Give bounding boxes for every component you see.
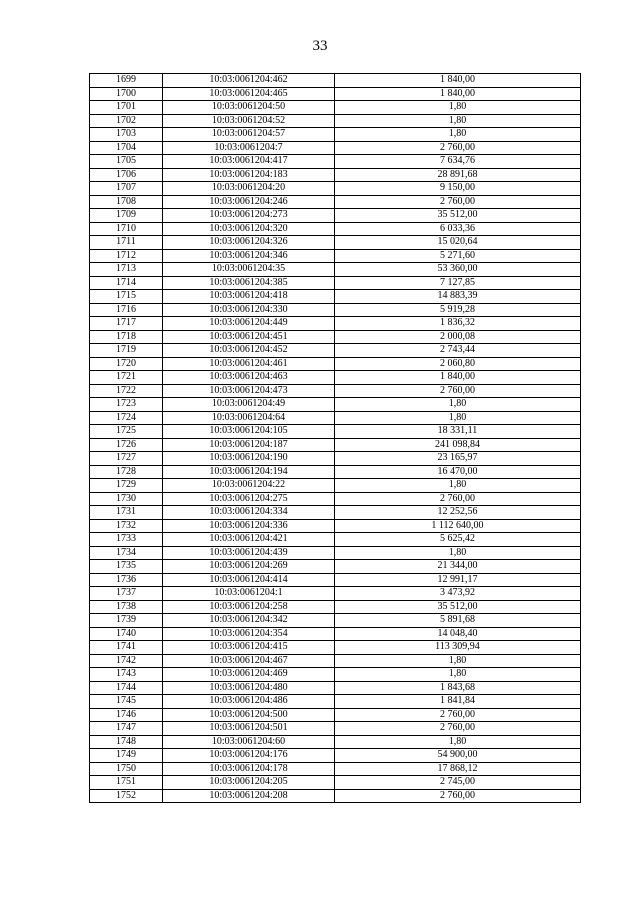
page-number: 33 xyxy=(312,38,328,54)
row-number-cell: 1734 xyxy=(90,546,163,560)
value-cell: 1 840,00 xyxy=(335,371,581,385)
table-row xyxy=(90,236,581,250)
value-cell: 1 112 640,00 xyxy=(335,519,581,533)
row-number-cell: 1712 xyxy=(90,249,163,263)
value-cell: 241 098,84 xyxy=(335,438,581,452)
cadastral-number-cell: 10:03:0061204:418 xyxy=(163,290,335,304)
value-cell: 1 843,68 xyxy=(335,681,581,695)
value-cell: 35 512,00 xyxy=(335,600,581,614)
row-number-cell: 1703 xyxy=(90,128,163,142)
table-row xyxy=(90,290,581,304)
cadastral-number-cell: 10:03:0061204:334 xyxy=(163,506,335,520)
table-row xyxy=(90,249,581,263)
value-cell: 1,80 xyxy=(335,398,581,412)
cadastral-number-cell: 10:03:0061204:452 xyxy=(163,344,335,358)
value-cell: 2 760,00 xyxy=(335,708,581,722)
value-cell: 1 840,00 xyxy=(335,87,581,101)
value-cell: 1,80 xyxy=(335,668,581,682)
value-cell: 1 841,84 xyxy=(335,695,581,709)
cadastral-number-cell: 10:03:0061204:336 xyxy=(163,519,335,533)
table-row xyxy=(90,587,581,601)
row-number-cell: 1743 xyxy=(90,668,163,682)
table-row xyxy=(90,546,581,560)
table-body xyxy=(90,74,581,803)
table-row xyxy=(90,573,581,587)
table-row xyxy=(90,330,581,344)
cadastral-number-cell: 10:03:0061204:326 xyxy=(163,236,335,250)
cadastral-number-cell: 10:03:0061204:275 xyxy=(163,492,335,506)
value-cell: 28 891,68 xyxy=(335,168,581,182)
row-number-cell: 1744 xyxy=(90,681,163,695)
cadastral-number-cell: 10:03:0061204:20 xyxy=(163,182,335,196)
row-number-cell: 1733 xyxy=(90,533,163,547)
row-number-cell: 1701 xyxy=(90,101,163,115)
row-number-cell: 1735 xyxy=(90,560,163,574)
table-row xyxy=(90,222,581,236)
value-cell: 5 891,68 xyxy=(335,614,581,628)
value-cell: 7 127,85 xyxy=(335,276,581,290)
cadastral-number-cell: 10:03:0061204:354 xyxy=(163,627,335,641)
row-number-cell: 1736 xyxy=(90,573,163,587)
cadastral-number-cell: 10:03:0061204:49 xyxy=(163,398,335,412)
row-number-cell: 1725 xyxy=(90,425,163,439)
table-row xyxy=(90,155,581,169)
row-number-cell: 1714 xyxy=(90,276,163,290)
cadastral-number-cell: 10:03:0061204:205 xyxy=(163,776,335,790)
cadastral-number-cell: 10:03:0061204:414 xyxy=(163,573,335,587)
table-row xyxy=(90,411,581,425)
table-row xyxy=(90,276,581,290)
row-number-cell: 1737 xyxy=(90,587,163,601)
value-cell: 6 033,36 xyxy=(335,222,581,236)
row-number-cell: 1751 xyxy=(90,776,163,790)
cadastral-number-cell: 10:03:0061204:208 xyxy=(163,789,335,803)
value-cell: 2 745,00 xyxy=(335,776,581,790)
value-cell: 113 309,94 xyxy=(335,641,581,655)
cadastral-number-cell: 10:03:0061204:451 xyxy=(163,330,335,344)
table-row xyxy=(90,519,581,533)
table-row xyxy=(90,492,581,506)
table-row xyxy=(90,209,581,223)
cadastral-number-cell: 10:03:0061204:463 xyxy=(163,371,335,385)
table-row xyxy=(90,533,581,547)
row-number-cell: 1731 xyxy=(90,506,163,520)
value-cell: 14 048,40 xyxy=(335,627,581,641)
table-row xyxy=(90,263,581,277)
cadastral-number-cell: 10:03:0061204:486 xyxy=(163,695,335,709)
value-cell: 3 473,92 xyxy=(335,587,581,601)
row-number-cell: 1722 xyxy=(90,384,163,398)
cadastral-number-cell: 10:03:0061204:176 xyxy=(163,749,335,763)
table-row xyxy=(90,654,581,668)
table-row xyxy=(90,789,581,803)
cadastral-number-cell: 10:03:0061204:342 xyxy=(163,614,335,628)
row-number-cell: 1708 xyxy=(90,195,163,209)
row-number-cell: 1711 xyxy=(90,236,163,250)
table-row xyxy=(90,722,581,736)
cadastral-number-cell: 10:03:0061204:421 xyxy=(163,533,335,547)
row-number-cell: 1721 xyxy=(90,371,163,385)
row-number-cell: 1749 xyxy=(90,749,163,763)
value-cell: 2 760,00 xyxy=(335,195,581,209)
row-number-cell: 1719 xyxy=(90,344,163,358)
table-row xyxy=(90,735,581,749)
row-number-cell: 1738 xyxy=(90,600,163,614)
table-row xyxy=(90,371,581,385)
table-row xyxy=(90,627,581,641)
value-cell: 2 000,08 xyxy=(335,330,581,344)
cadastral-number-cell: 10:03:0061204:439 xyxy=(163,546,335,560)
cadastral-number-cell: 10:03:0061204:190 xyxy=(163,452,335,466)
row-number-cell: 1745 xyxy=(90,695,163,709)
value-cell: 12 252,56 xyxy=(335,506,581,520)
row-number-cell: 1747 xyxy=(90,722,163,736)
row-number-cell: 1728 xyxy=(90,465,163,479)
cadastral-number-cell: 10:03:0061204:64 xyxy=(163,411,335,425)
row-number-cell: 1732 xyxy=(90,519,163,533)
value-cell: 17 868,12 xyxy=(335,762,581,776)
cadastral-number-cell: 10:03:0061204:178 xyxy=(163,762,335,776)
table-row xyxy=(90,182,581,196)
cadastral-number-cell: 10:03:0061204:57 xyxy=(163,128,335,142)
cadastral-number-cell: 10:03:0061204:346 xyxy=(163,249,335,263)
table-row xyxy=(90,87,581,101)
table-row xyxy=(90,357,581,371)
value-cell: 2 760,00 xyxy=(335,384,581,398)
table-row xyxy=(90,762,581,776)
row-number-cell: 1729 xyxy=(90,479,163,493)
row-number-cell: 1724 xyxy=(90,411,163,425)
cadastral-number-cell: 10:03:0061204:258 xyxy=(163,600,335,614)
table-row xyxy=(90,195,581,209)
table-row xyxy=(90,438,581,452)
cadastral-number-cell: 10:03:0061204:273 xyxy=(163,209,335,223)
value-cell: 16 470,00 xyxy=(335,465,581,479)
value-cell: 2 760,00 xyxy=(335,141,581,155)
cadastral-number-cell: 10:03:0061204:35 xyxy=(163,263,335,277)
row-number-cell: 1717 xyxy=(90,317,163,331)
cadastral-number-cell: 10:03:0061204:500 xyxy=(163,708,335,722)
cadastral-number-cell: 10:03:0061204:183 xyxy=(163,168,335,182)
table-row xyxy=(90,168,581,182)
value-cell: 21 344,00 xyxy=(335,560,581,574)
cadastral-number-cell: 10:03:0061204:417 xyxy=(163,155,335,169)
row-number-cell: 1748 xyxy=(90,735,163,749)
table-row xyxy=(90,695,581,709)
value-cell: 2 743,44 xyxy=(335,344,581,358)
row-number-cell: 1716 xyxy=(90,303,163,317)
row-number-cell: 1752 xyxy=(90,789,163,803)
value-cell: 14 883,39 xyxy=(335,290,581,304)
row-number-cell: 1718 xyxy=(90,330,163,344)
value-cell: 35 512,00 xyxy=(335,209,581,223)
cadastral-number-cell: 10:03:0061204:465 xyxy=(163,87,335,101)
cadastral-number-cell: 10:03:0061204:461 xyxy=(163,357,335,371)
cadastral-number-cell: 10:03:0061204:501 xyxy=(163,722,335,736)
cadastral-number-cell: 10:03:0061204:105 xyxy=(163,425,335,439)
row-number-cell: 1700 xyxy=(90,87,163,101)
cadastral-number-cell: 10:03:0061204:52 xyxy=(163,114,335,128)
cadastral-number-cell: 10:03:0061204:385 xyxy=(163,276,335,290)
value-cell: 1,80 xyxy=(335,101,581,115)
table-row xyxy=(90,74,581,88)
value-cell: 7 634,76 xyxy=(335,155,581,169)
row-number-cell: 1726 xyxy=(90,438,163,452)
table-row xyxy=(90,506,581,520)
table-row xyxy=(90,749,581,763)
cadastral-number-cell: 10:03:0061204:462 xyxy=(163,74,335,88)
cadastral-number-cell: 10:03:0061204:480 xyxy=(163,681,335,695)
row-number-cell: 1740 xyxy=(90,627,163,641)
value-cell: 1,80 xyxy=(335,411,581,425)
row-number-cell: 1704 xyxy=(90,141,163,155)
table-row xyxy=(90,425,581,439)
table-row xyxy=(90,384,581,398)
cadastral-number-cell: 10:03:0061204:60 xyxy=(163,735,335,749)
cadastral-number-cell: 10:03:0061204:194 xyxy=(163,465,335,479)
value-cell: 2 060,80 xyxy=(335,357,581,371)
value-cell: 2 760,00 xyxy=(335,492,581,506)
table-row xyxy=(90,708,581,722)
cadastral-number-cell: 10:03:0061204:467 xyxy=(163,654,335,668)
cadastral-number-cell: 10:03:0061204:415 xyxy=(163,641,335,655)
row-number-cell: 1706 xyxy=(90,168,163,182)
value-cell: 2 760,00 xyxy=(335,789,581,803)
cadastral-number-cell: 10:03:0061204:473 xyxy=(163,384,335,398)
value-cell: 1,80 xyxy=(335,735,581,749)
value-cell: 53 360,00 xyxy=(335,263,581,277)
value-cell: 1 836,32 xyxy=(335,317,581,331)
value-cell: 12 991,17 xyxy=(335,573,581,587)
row-number-cell: 1730 xyxy=(90,492,163,506)
value-cell: 1,80 xyxy=(335,654,581,668)
row-number-cell: 1742 xyxy=(90,654,163,668)
row-number-cell: 1750 xyxy=(90,762,163,776)
value-cell: 1,80 xyxy=(335,546,581,560)
table-row xyxy=(90,776,581,790)
value-cell: 5 919,28 xyxy=(335,303,581,317)
cadastral-number-cell: 10:03:0061204:269 xyxy=(163,560,335,574)
table-row xyxy=(90,303,581,317)
table-row xyxy=(90,600,581,614)
row-number-cell: 1727 xyxy=(90,452,163,466)
row-number-cell: 1739 xyxy=(90,614,163,628)
cadastral-number-cell: 10:03:0061204:7 xyxy=(163,141,335,155)
row-number-cell: 1702 xyxy=(90,114,163,128)
table-row xyxy=(90,452,581,466)
table-row xyxy=(90,641,581,655)
cadastral-number-cell: 10:03:0061204:469 xyxy=(163,668,335,682)
row-number-cell: 1707 xyxy=(90,182,163,196)
cadastral-number-cell: 10:03:0061204:187 xyxy=(163,438,335,452)
table-row xyxy=(90,317,581,331)
table-row xyxy=(90,614,581,628)
value-cell: 54 900,00 xyxy=(335,749,581,763)
value-cell: 1,80 xyxy=(335,479,581,493)
cadastral-number-cell: 10:03:0061204:320 xyxy=(163,222,335,236)
cadastral-number-cell: 10:03:0061204:1 xyxy=(163,587,335,601)
row-number-cell: 1720 xyxy=(90,357,163,371)
table-row xyxy=(90,398,581,412)
table-row xyxy=(90,681,581,695)
value-cell: 1,80 xyxy=(335,128,581,142)
value-cell: 1 840,00 xyxy=(335,74,581,88)
row-number-cell: 1741 xyxy=(90,641,163,655)
row-number-cell: 1723 xyxy=(90,398,163,412)
cadastral-value-table xyxy=(89,73,581,803)
table-row xyxy=(90,101,581,115)
table-row xyxy=(90,479,581,493)
value-cell: 5 625,42 xyxy=(335,533,581,547)
value-cell: 5 271,60 xyxy=(335,249,581,263)
row-number-cell: 1705 xyxy=(90,155,163,169)
table-row xyxy=(90,668,581,682)
value-cell: 18 331,11 xyxy=(335,425,581,439)
table-row xyxy=(90,344,581,358)
table-row xyxy=(90,141,581,155)
row-number-cell: 1709 xyxy=(90,209,163,223)
value-cell: 15 020,64 xyxy=(335,236,581,250)
cadastral-number-cell: 10:03:0061204:246 xyxy=(163,195,335,209)
table-row xyxy=(90,114,581,128)
row-number-cell: 1699 xyxy=(90,74,163,88)
row-number-cell: 1746 xyxy=(90,708,163,722)
value-cell: 1,80 xyxy=(335,114,581,128)
row-number-cell: 1710 xyxy=(90,222,163,236)
cadastral-number-cell: 10:03:0061204:449 xyxy=(163,317,335,331)
value-cell: 2 760,00 xyxy=(335,722,581,736)
table-row xyxy=(90,560,581,574)
cadastral-number-cell: 10:03:0061204:50 xyxy=(163,101,335,115)
value-cell: 9 150,00 xyxy=(335,182,581,196)
table-row xyxy=(90,465,581,479)
table-row xyxy=(90,128,581,142)
cadastral-number-cell: 10:03:0061204:330 xyxy=(163,303,335,317)
row-number-cell: 1713 xyxy=(90,263,163,277)
value-cell: 23 165,97 xyxy=(335,452,581,466)
cadastral-number-cell: 10:03:0061204:22 xyxy=(163,479,335,493)
row-number-cell: 1715 xyxy=(90,290,163,304)
